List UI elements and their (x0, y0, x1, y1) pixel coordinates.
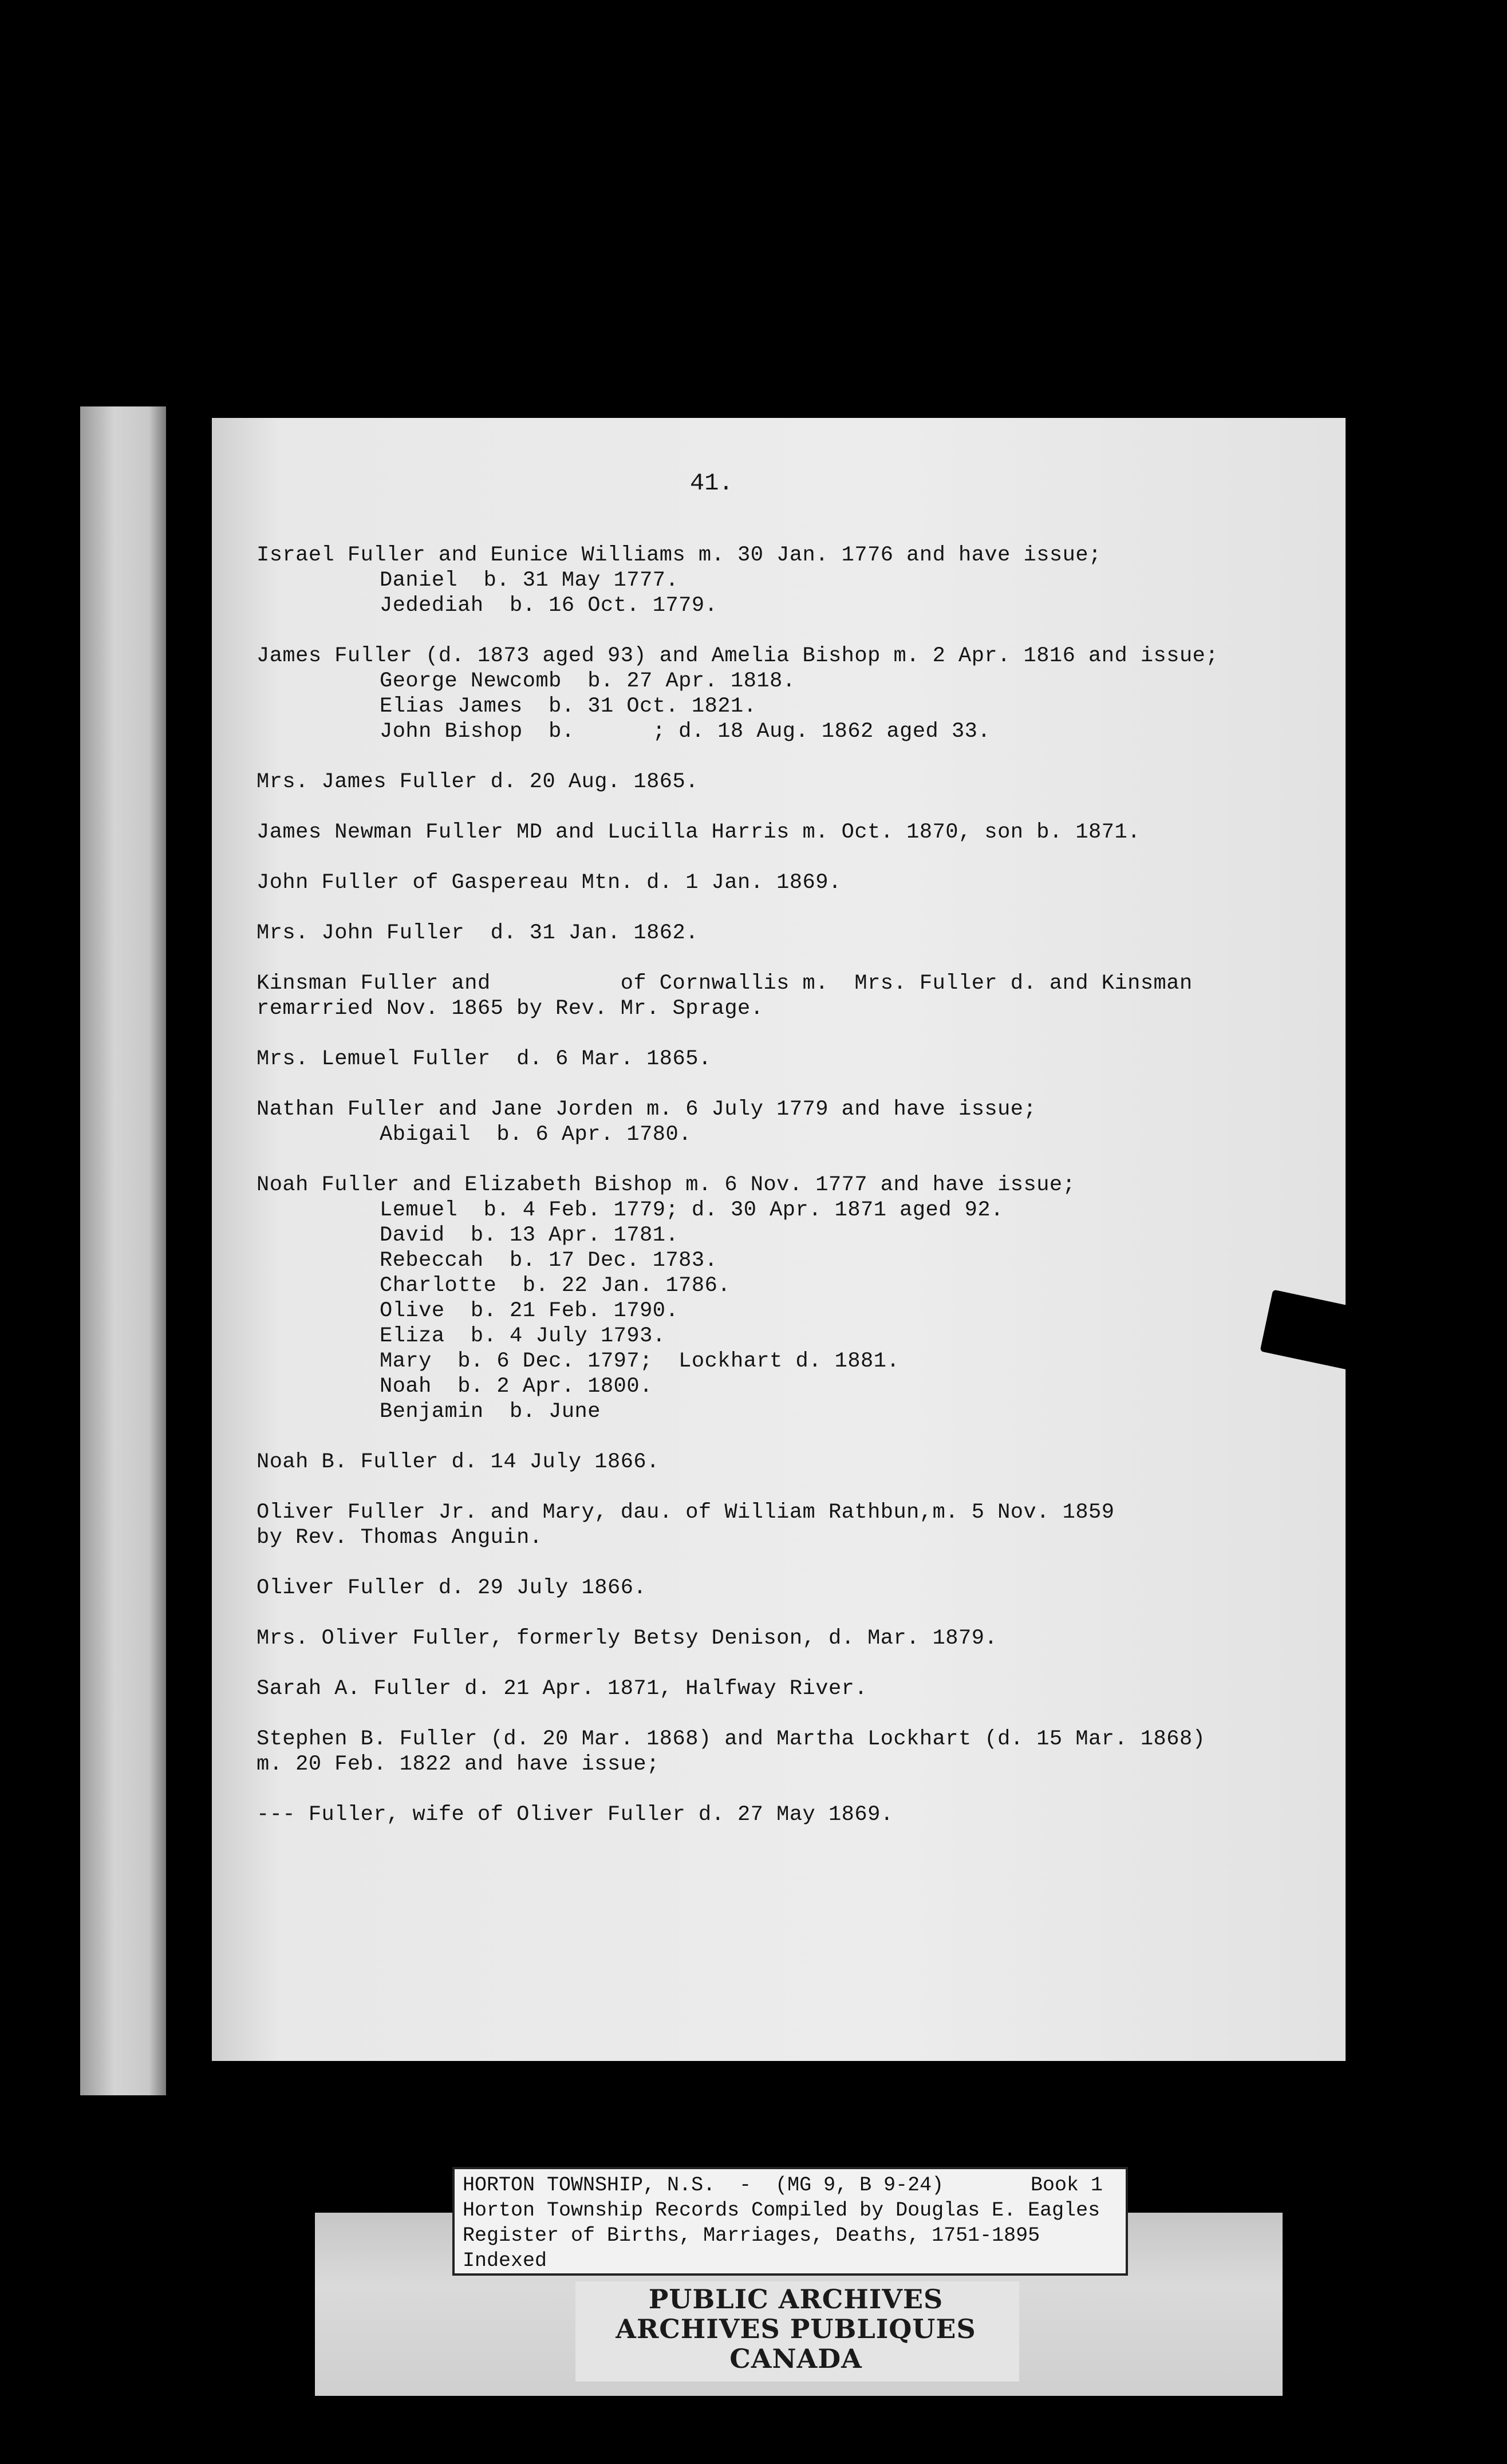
register-entry (257, 1727, 1344, 1777)
entry-child: David b. 13 Apr. 1781. (380, 1223, 679, 1247)
register-entry (257, 1047, 1344, 1072)
register-entry (257, 870, 1344, 895)
stamp-line-2: ARCHIVES PUBLIQUES (616, 2313, 976, 2344)
entry-line: Mrs. Lemuel Fuller d. 6 Mar. 1865. (257, 1047, 712, 1071)
register-entry (257, 921, 1344, 946)
register-entry (257, 643, 1344, 744)
entry-child: Noah b. 2 Apr. 1800. (380, 1375, 653, 1399)
entry-line: Mrs. James Fuller d. 20 Aug. 1865. (257, 770, 699, 794)
register-entries (257, 543, 1344, 1853)
page-number: 41. (690, 469, 733, 497)
entry-line: John Fuller of Gaspereau Mtn. d. 1 Jan. 1869. (257, 871, 842, 895)
entry-child: Lemuel b. 4 Feb. 1779; d. 30 Apr. 1871 aged 92. (380, 1198, 1004, 1222)
register-entry (257, 1802, 1344, 1827)
entry-line: James Fuller (d. 1873 aged 93) and Amelia Bishop m. 2 Apr. 1816 and issue; (257, 644, 1219, 668)
entry-line: Nathan Fuller and Jane Jorden m. 6 July 1779 and have issue; (257, 1097, 1037, 1122)
entry-child: Abigail b. 6 Apr. 1780. (380, 1123, 692, 1147)
entry-line: Kinsman Fuller and of Cornwallis m. Mrs. Fuller d. and Kinsman (257, 972, 1193, 996)
register-entry (257, 769, 1344, 795)
entry-child: Charlotte b. 22 Jan. 1786. (380, 1274, 731, 1298)
entry-child: Eliza b. 4 July 1793. (380, 1324, 666, 1348)
stamp-line-3: CANADA (729, 2343, 862, 2374)
entry-child: George Newcomb b. 27 Apr. 1818. (380, 669, 796, 693)
label-line-1: HORTON TOWNSHIP, N.S. - (MG 9, B 9-24) (463, 2174, 944, 2197)
entry-child: Daniel b. 31 May 1777. (380, 568, 679, 593)
register-entry (257, 1500, 1344, 1550)
register-entry (257, 1172, 1344, 1424)
entry-line: Oliver Fuller Jr. and Mary, dau. of William Rathbun,m. 5 Nov. 1859 (257, 1500, 1115, 1525)
register-entry (257, 1450, 1344, 1475)
entry-line: Noah B. Fuller d. 14 July 1866. (257, 1450, 660, 1474)
archives-stamp (578, 2284, 1013, 2374)
entry-line: Oliver Fuller d. 29 July 1866. (257, 1576, 647, 1600)
entry-child: Benjamin b. June (380, 1400, 601, 1424)
register-entry (257, 1626, 1344, 1651)
register-entry (257, 1575, 1344, 1601)
entry-line: Mrs. John Fuller d. 31 Jan. 1862. (257, 921, 699, 945)
register-entry (257, 1676, 1344, 1701)
register-entry (257, 1097, 1344, 1147)
archive-label (452, 2167, 1128, 2276)
label-line-4: Indexed (463, 2249, 547, 2272)
entry-line: Noah Fuller and Elizabeth Bishop m. 6 Nov. 1777 and have issue; (257, 1173, 1076, 1197)
label-line-3: Register of Births, Marriages, Deaths, 1751-1895 (463, 2224, 1040, 2247)
entry-line: Israel Fuller and Eunice Williams m. 30 Jan. 1776 and have issue; (257, 543, 1102, 567)
entry-line: Stephen B. Fuller (d. 20 Mar. 1868) and Martha Lockhart (d. 15 Mar. 1868) (257, 1727, 1206, 1751)
label-book: Book 1 (1030, 2174, 1103, 2197)
entry-child: John Bishop b. ; d. 18 Aug. 1862 aged 33. (380, 720, 991, 744)
entry-child: Mary b. 6 Dec. 1797; Lockhart d. 1881. (380, 1349, 900, 1373)
register-entry (257, 543, 1344, 618)
stamp-line-1: PUBLIC ARCHIVES (648, 2284, 944, 2315)
entry-line: James Newman Fuller MD and Lucilla Harris m. Oct. 1870, son b. 1871. (257, 820, 1141, 844)
entry-child: Rebeccah b. 17 Dec. 1783. (380, 1249, 718, 1273)
entry-line: m. 20 Feb. 1822 and have issue; (257, 1752, 660, 1776)
label-line-2: Horton Township Records Compiled by Douglas E. Eagles (463, 2199, 1100, 2222)
entry-line: Sarah A. Fuller d. 21 Apr. 1871, Halfway River. (257, 1677, 868, 1701)
entry-line: Mrs. Oliver Fuller, formerly Betsy Denison, d. Mar. 1879. (257, 1626, 998, 1650)
register-entry (257, 820, 1344, 845)
entry-child: Olive b. 21 Feb. 1790. (380, 1299, 679, 1323)
entry-line: by Rev. Thomas Anguin. (257, 1526, 543, 1550)
register-entry (257, 971, 1344, 1021)
entry-child: Jedediah b. 16 Oct. 1779. (380, 594, 718, 618)
entry-child: Elias James b. 31 Oct. 1821. (380, 694, 757, 718)
entry-line: remarried Nov. 1865 by Rev. Mr. Sprage. (257, 997, 764, 1021)
entry-line: --- Fuller, wife of Oliver Fuller d. 27 May 1869. (257, 1803, 894, 1827)
underlying-page-edge (80, 406, 166, 2095)
